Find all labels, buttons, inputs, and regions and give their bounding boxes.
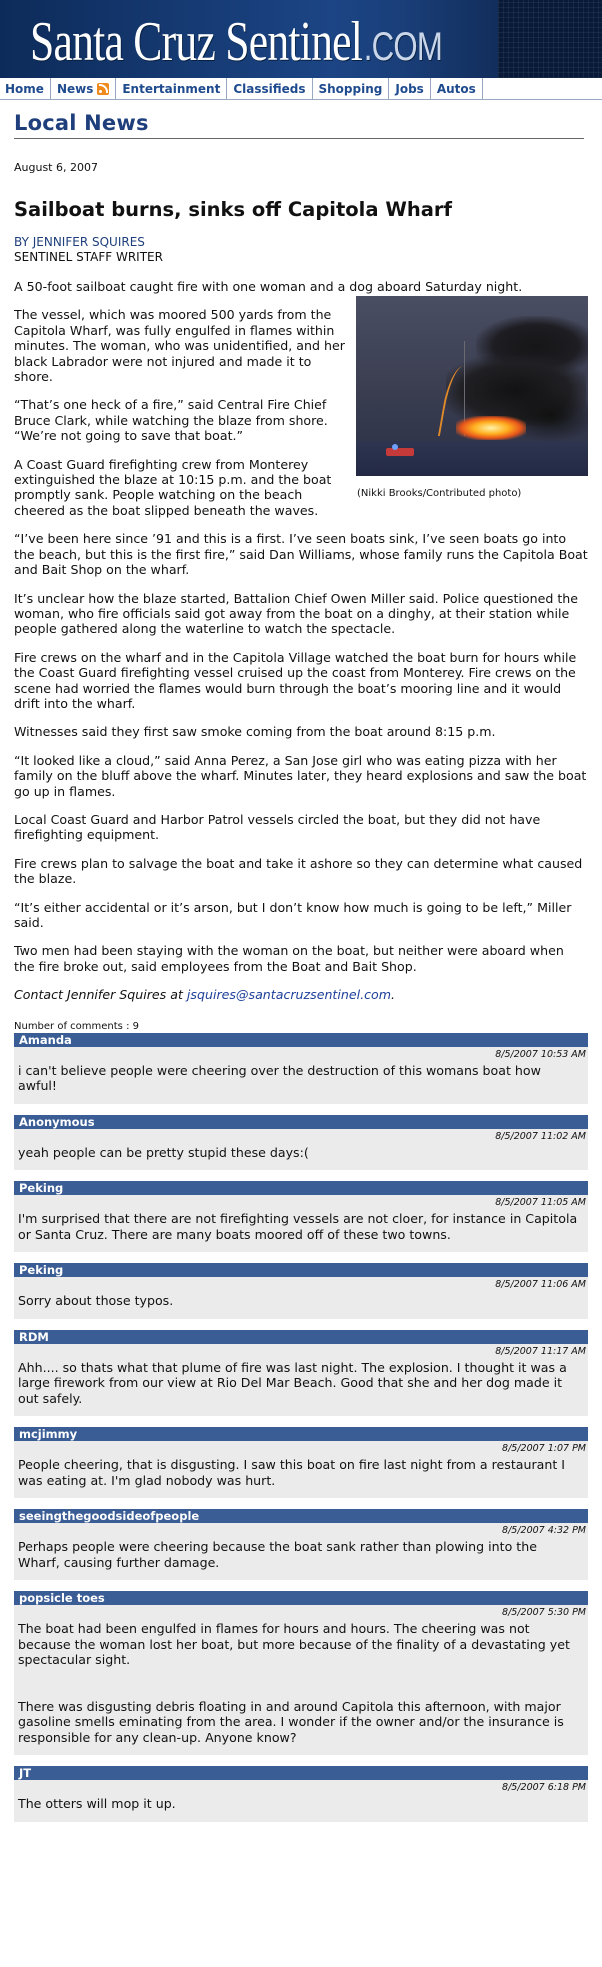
nav-autos[interactable]: Autos — [431, 78, 483, 99]
main-nav — [0, 78, 602, 100]
logo-tld: .COM — [363, 25, 443, 69]
nav-entertainment[interactable]: Entertainment — [116, 78, 227, 99]
contact-suffix: . — [391, 987, 396, 1003]
nav-jobs[interactable]: Jobs — [389, 78, 430, 99]
comment-author: Anonymous — [14, 1115, 588, 1129]
article-paragraph: It’s unclear how the blaze started, Battalion Chief Owen Miller said. Police questioned the woman, who fire officials said got away from the boat on a dinghy, at their station while people gathered along the waterline to watch the spectacle. — [14, 590, 579, 637]
section-divider — [14, 138, 584, 139]
comment-body — [14, 1537, 588, 1570]
comment-timestamp: 8/5/2007 11:06 AM — [495, 1279, 586, 1291]
logo-name: Santa Cruz Sentinel — [30, 11, 363, 73]
comments-list — [14, 1033, 588, 1822]
article-paragraph: A Coast Guard firefighting crew from Monterey extinguished the blaze at 10:15 p.m. and the boat promptly sank. People watching on the beach cheered as the boat slipped beneath the waves. — [14, 456, 332, 518]
comment — [14, 1591, 588, 1755]
nav-news[interactable] — [51, 78, 116, 99]
comment-body — [14, 1061, 588, 1094]
comment-text: The otters will mop it up. — [18, 1796, 176, 1812]
section-title: Local News — [14, 111, 149, 135]
comment-text: People cheering, that is disgusting. I saw this boat on fire last night from a restaurant I was eating at. I'm glad nobody was hurt. — [18, 1457, 565, 1488]
article-staff-title: SENTINEL STAFF WRITER — [14, 250, 163, 264]
nav-classifieds[interactable]: Classifieds — [227, 78, 312, 99]
photo-caption: (Nikki Brooks/Contributed photo) — [357, 488, 522, 500]
photo-fire — [456, 416, 526, 440]
article-paragraph: Local Coast Guard and Harbor Patrol vessels circled the boat, but they did not have firefighting equipment. — [14, 811, 541, 843]
article-photo — [356, 296, 588, 501]
comment-author: Peking — [14, 1181, 588, 1195]
article-paragraph: Two men had been staying with the woman on the boat, but neither were aboard when the fire broke out, said employees from the Boat and Bait Shop. — [14, 943, 564, 974]
photo-water — [356, 441, 588, 476]
comment-timestamp: 8/5/2007 11:05 AM — [495, 1197, 586, 1209]
comment — [14, 1115, 588, 1171]
comment-body — [14, 1143, 588, 1161]
comments-count: Number of comments : 9 — [14, 1020, 139, 1032]
comment-text: I'm surprised that there are not firefighting vessels are not cloer, for instance in Capitola or Santa Cruz. There are many boats moored off of these two towns. — [18, 1211, 578, 1242]
comment-text: yeah people can be pretty stupid these days:( — [18, 1144, 309, 1160]
comment-body — [14, 1794, 588, 1812]
nav-shopping[interactable]: Shopping — [313, 78, 390, 99]
article-body — [14, 279, 588, 1003]
comment-text: Perhaps people were cheering because the boat sank rather than plowing into the Wharf, causing further damage. — [18, 1539, 537, 1570]
article-paragraph: Fire crews plan to salvage the boat and take it ashore so they can determine what caused the blaze. — [14, 855, 583, 887]
comment — [14, 1766, 588, 1822]
masthead-decoration — [498, 0, 602, 78]
comment-timestamp: 8/5/2007 6:18 PM — [502, 1782, 586, 1794]
comment-author: RDM — [14, 1330, 588, 1344]
comment-text: The boat had been engulfed in flames for hours and hours. The cheering was not because the woman lost her boat, but more because of the finality of a devastating yet spectacular sight. — [18, 1621, 570, 1668]
comment-text: There was disgusting debris floating in and around Capitola this afternoon, with major gasoline smells eminating from the area. I wonder if the owner and/or the insurance is responsible for any clean-up. Anyone know? — [18, 1698, 564, 1745]
rss-feed-icon[interactable] — [97, 83, 109, 95]
article-headline: Sailboat burns, sinks off Capitola Wharf — [14, 198, 452, 221]
comment-author: seeingthegoodsideofpeople — [14, 1509, 588, 1523]
author-contact — [14, 987, 588, 1002]
comment — [14, 1263, 588, 1319]
article-paragraph: Witnesses said they first saw smoke coming from the boat around 8:15 p.m. — [14, 724, 496, 740]
site-logo[interactable] — [30, 2, 442, 74]
photo-rescue-boat — [386, 448, 414, 456]
article-date: August 6, 2007 — [14, 161, 98, 174]
masthead — [0, 0, 602, 78]
comment-text: Ahh.... so thats what that plume of fire was last night. The explosion. I thought it was a large firework from our view at Rio Del Mar Beach. Good that she and her dog made it out safely. — [18, 1359, 567, 1406]
article-paragraph: A 50-foot sailboat caught fire with one woman and a dog aboard Saturday night. — [14, 279, 523, 294]
comment-author: Amanda — [14, 1033, 588, 1047]
comment-timestamp: 8/5/2007 4:32 PM — [502, 1525, 586, 1537]
article-paragraph: “That’s one heck of a fire,” said Central Fire Chief Bruce Clark, while watching the blaze from shore. “We’re not going to save that boat.” — [14, 397, 328, 444]
article-paragraph: The vessel, which was moored 500 yards from the Capitola Wharf, was fully engulfed in flames within minutes. The woman, who was unidentified, and her black Labrador were not injured and made it to shore. — [14, 307, 345, 385]
comment — [14, 1033, 588, 1104]
article-paragraph: “It’s either accidental or it’s arson, but I don’t know how much is going to be left,” Miller said. — [14, 899, 572, 930]
article-paragraph: “It looked like a cloud,” said Anna Perez, a San Jose girl who was eating pizza with her family on the bluff above the wharf. Minutes later, they heard explosions and saw the boat go up in flames. — [14, 752, 587, 799]
burning-sailboat-photo[interactable] — [356, 296, 588, 476]
main-content — [0, 111, 602, 1822]
comment-body — [14, 1619, 588, 1745]
comment — [14, 1509, 588, 1580]
comment — [14, 1330, 588, 1417]
contact-prefix: Contact Jennifer Squires at — [14, 987, 187, 1003]
comment-author: JT — [14, 1766, 588, 1780]
nav-home[interactable]: Home — [0, 78, 51, 99]
comment-body — [14, 1358, 588, 1407]
comment-body — [14, 1209, 588, 1242]
comment-timestamp: 8/5/2007 11:02 AM — [495, 1130, 586, 1142]
comment-author: Peking — [14, 1263, 588, 1277]
comment-text: Sorry about those typos. — [18, 1293, 174, 1309]
comment-timestamp: 8/5/2007 11:17 AM — [495, 1345, 586, 1357]
comment — [14, 1427, 588, 1498]
article-paragraph: “I’ve been here since ’91 and this is a first. I’ve seen boats sink, I’ve seen boats go into the beach, but this is the first fire,” said Dan Williams, whose family runs the Capitola Boat and Bait Shop on the wharf. — [14, 531, 588, 578]
author-email-link[interactable]: jsquires@santacruzsentinel.com — [186, 987, 391, 1003]
comment-timestamp: 8/5/2007 1:07 PM — [502, 1443, 586, 1455]
comment-timestamp: 8/5/2007 10:53 AM — [495, 1048, 586, 1060]
nav-news-label: News — [56, 81, 94, 96]
comment-body — [14, 1291, 588, 1309]
article-paragraph: Fire crews on the wharf and in the Capitola Village watched the boat burn for hours while the Coast Guard firefighting vessel cruised up the coast from Monterey. Fire crews on the scene had worried the flames would burn through the boat’s mooring line and it would drift into the wharf. — [14, 649, 577, 711]
comment-timestamp: 8/5/2007 5:30 PM — [502, 1607, 586, 1619]
comment-author: popsicle toes — [14, 1591, 588, 1605]
comment — [14, 1181, 588, 1252]
comment-author: mcjimmy — [14, 1427, 588, 1441]
article-byline: BY JENNIFER SQUIRES — [14, 235, 145, 249]
comment-text: i can't believe people were cheering over the destruction of this womans boat how awful! — [18, 1062, 541, 1094]
comment-body — [14, 1455, 588, 1488]
